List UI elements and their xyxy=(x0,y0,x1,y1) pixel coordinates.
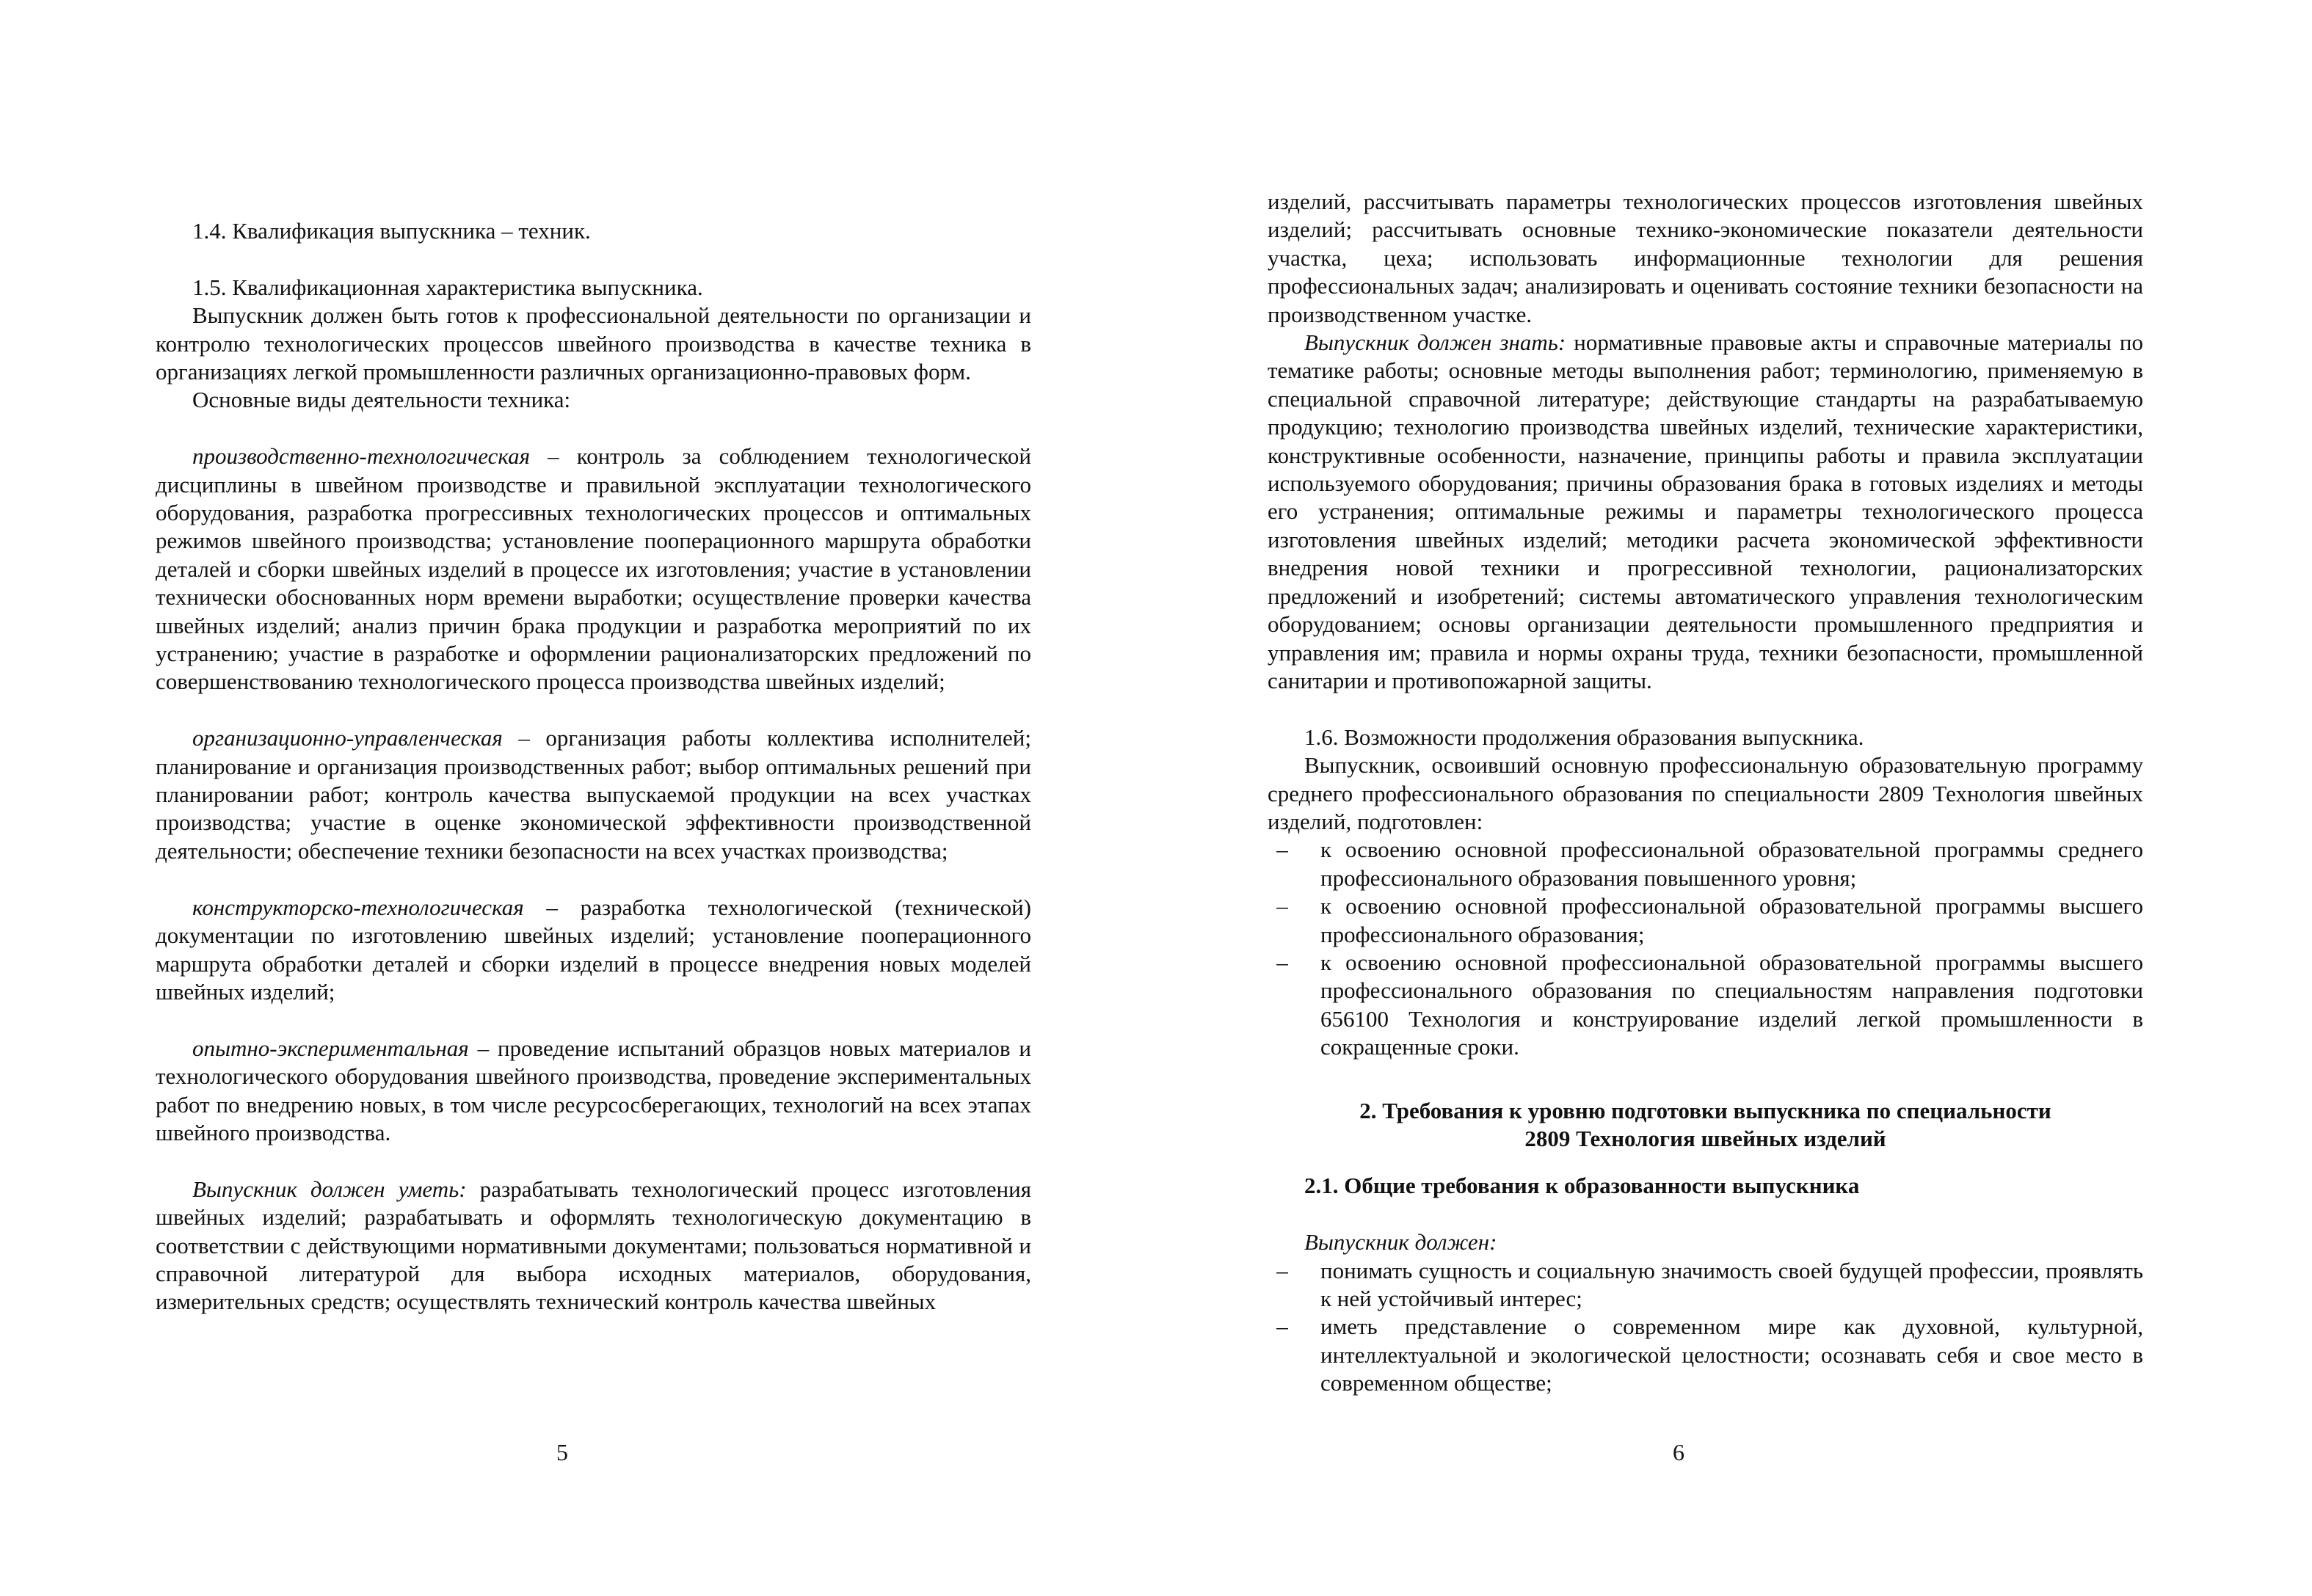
knowledge-text: нормативные правовые акты и справочные материалы по тематике работы; основные методы выполнения работ; терминологию, применяемую в специальной справочной литературе; действующие стандарты на разрабатываемую продукцию; технологию производства швейных изделий, технические характеристики, конструктивные особенности, назначение, принципы работы и правила эксплуатации используемого оборудования; причины образования брака в готовых изделиях и методы его устранения; оптимальные режимы и параметры технологического процесса изготовления швейных изделий; методики расчета экономической эффективности внедрения новой техники и прогрессивной технологии, рационализаторских предложений и изобретений; системы автоматического управления технологическим оборудованием; основы организации деятельности промышленного предприятия и управления им; правила и нормы охраны труда, техники безопасности, промышленной санитарии и противопожарной защиты. xyxy=(1268,329,2143,693)
left-text-column xyxy=(156,217,1031,1316)
list-item xyxy=(1268,1313,2143,1397)
section-2-heading-line1: 2. Требования к уровню подготовки выпускника по специальности xyxy=(1359,1097,2051,1123)
section-1-5-text: Выпускник должен быть готов к профессиональной деятельности по организации и контролю технологических процессов швейного производства в качестве техника в организациях легкой промышленности различных организационно-правовых форм. xyxy=(156,302,1031,385)
knowledge-paragraph xyxy=(1268,329,2143,695)
page-number: 6 xyxy=(1673,1439,1684,1465)
knowledge-term: Выпускник должен знать: xyxy=(1304,329,1566,356)
activity-term: производственно-технологическая xyxy=(192,443,530,470)
list-item-text: к освоению основной профессиональной образовательной программы среднего профессионального образования повышенного уровня; xyxy=(1320,837,2143,891)
section-1-5-title: 1.5. Квалификационная характеристика выпускника. xyxy=(192,274,703,300)
activity-term: опытно-экспериментальная xyxy=(192,1035,469,1061)
activities-intro: Основные виды деятельности техника: xyxy=(192,387,571,413)
list-item xyxy=(1268,949,2143,1062)
page-right xyxy=(1156,0,2312,1596)
skills-text: разрабатывать технологический процесс изготовления швейных изделий; разрабатывать и оформлять технологическую документацию в соответствии с действующими нормативными документами; пользоваться нормативной и справочной литературой для выбора исходных материалов, оборудования, измерительных средств; осуществлять технический контроль качества швейных xyxy=(156,1176,1031,1315)
activity-paragraph xyxy=(156,724,1031,865)
list-item xyxy=(1268,836,2143,892)
section-2-heading xyxy=(1268,1097,2143,1154)
must-label: Выпускник должен: xyxy=(1304,1229,1497,1256)
section-1-6-text: Выпускник, освоивший основную профессиональную образовательную программу среднего профессионального образования по специальности 2809 Технология швейных изделий, подготовлен: xyxy=(1268,752,2143,834)
section-1-6-title: 1.6. Возможности продолжения образования выпускника. xyxy=(1304,724,1864,750)
activity-paragraph xyxy=(156,894,1031,1007)
list-item-text: понимать сущность и социальную значимость своей будущей профессии, проявлять к ней устойчивый интерес; xyxy=(1320,1257,2143,1311)
activity-paragraph xyxy=(156,442,1031,696)
activity-text: – разработка технологической (технической) документации по изготовлению швейных изделий; установление пооперационного маршрута обработки деталей и сборки изделий в процессе внедрения новых моделей швейных изделий; xyxy=(156,894,1031,1005)
education-list xyxy=(1268,836,2143,1061)
right-text-column xyxy=(1268,188,2143,1398)
section-2-1-heading: 2.1. Общие требования к образованности выпускника xyxy=(1304,1173,1860,1199)
dash-bullet: – xyxy=(1276,837,1288,863)
list-item-text: к освоению основной профессиональной образовательной программы высшего профессионального образования; xyxy=(1320,893,2143,947)
activity-text: – контроль за соблюдением технологической дисциплины в швейном производстве и правильной эксплуатации технологического оборудования, разработка прогрессивных технологических процессов и оптимальных режимов швейного производства; установление пооперационного маршрута обработки деталей и сборки швейных изделий в процессе их изготовления; участие в установлении технически обоснованных норм времени выработки; осуществление проверки качества швейных изделий; анализ причин брака продукции и разработка мероприятий по их устранению; участие в разработке и оформлении рационализаторских предложений по совершенствованию технологического процесса производства швейных изделий; xyxy=(156,443,1031,695)
activity-paragraph xyxy=(156,1035,1031,1148)
page-number: 5 xyxy=(556,1439,568,1465)
section-2-heading-line2: 2809 Технология швейных изделий xyxy=(1524,1125,1886,1151)
activity-term: организационно-управленческая xyxy=(192,725,503,751)
section-1-4: 1.4. Квалификация выпускника – техник. xyxy=(192,218,591,244)
activity-text: – организация работы коллектива исполнителей; планирование и организация производственных работ; выбор оптимальных решений при планировании работ; контроль качества выпускаемой продукции на всех участках производства; участие в оценке экономической эффективности производственной деятельности; обеспечение техники безопасности на всех участках производства; xyxy=(156,725,1031,864)
list-item xyxy=(1268,1257,2143,1313)
skills-term: Выпускник должен уметь: xyxy=(192,1176,467,1202)
requirements-list xyxy=(1268,1257,2143,1398)
skills-paragraph xyxy=(156,1176,1031,1316)
dash-bullet: – xyxy=(1276,1257,1288,1283)
dash-bullet: – xyxy=(1276,1313,1288,1340)
dash-bullet: – xyxy=(1276,893,1288,919)
activity-term: конструкторско-технологическая xyxy=(192,894,524,920)
list-item xyxy=(1268,892,2143,949)
activity-text: – проведение испытаний образцов новых материалов и технологического оборудования швейного производства, проведение экспериментальных работ по внедрению новых, в том числе ресурсосберегающих, технологий на всех этапах швейного производства. xyxy=(156,1035,1031,1145)
skills-continuation: изделий, рассчитывать параметры технологических процессов изготовления швейных изделий; рассчитывать основные технико-экономические показатели деятельности участка, цеха; использовать информационные технологии для решения профессиональных задач; анализировать и оценивать состояние техники безопасности на производственном участке. xyxy=(1268,189,2143,327)
list-item-text: иметь представление о современном мире как духовной, культурной, интеллектуальной и экологической целостности; осознавать себя и свое место в современном обществе; xyxy=(1320,1313,2143,1396)
must-label-paragraph xyxy=(1268,1228,2143,1256)
list-item-text: к освоению основной профессиональной образовательной программы высшего профессионального образования по специальностям направления подготовки 656100 Технология и конструирование изделий легкой промышленности в сокращенные сроки. xyxy=(1320,949,2143,1060)
dash-bullet: – xyxy=(1276,949,1288,975)
